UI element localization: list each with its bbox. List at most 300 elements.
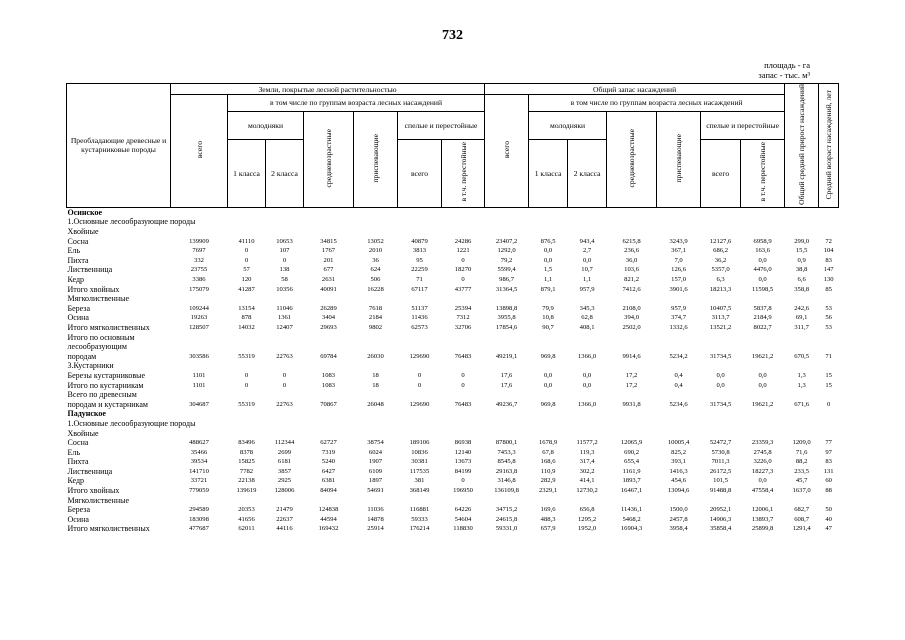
table-cell: 59331,0 — [495, 525, 518, 533]
row-label: породам и кустарникам — [67, 399, 148, 409]
table-cell: 13154 — [238, 304, 255, 312]
table-cell: 2184,9 — [753, 314, 772, 322]
table-row — [67, 265, 839, 275]
table-cell: 302,2 — [579, 467, 595, 475]
area-middle-header: средневозрастные — [304, 111, 354, 207]
table-cell: 0,4 — [674, 381, 683, 389]
table-cell: 1366,0 — [578, 400, 597, 408]
table-cell: 17,6 — [500, 381, 513, 389]
table-cell: 129690 — [409, 400, 430, 408]
row-label: Итого хвойных — [67, 486, 120, 496]
stock-total-header: всего — [485, 95, 529, 208]
table-cell: 682,7 — [794, 506, 810, 514]
table-cell: 12140 — [454, 448, 472, 456]
table-cell: 0,0 — [543, 256, 553, 264]
table-cell: 0,0 — [582, 381, 592, 389]
table-header — [67, 84, 839, 208]
table-cell: 6427 — [321, 467, 336, 475]
table-cell: 5468,2 — [622, 515, 641, 523]
table-cell: 18270 — [454, 266, 472, 274]
table-cell: 40 — [825, 515, 832, 523]
table-cell: 32706 — [454, 323, 472, 331]
table-cell: 779059 — [189, 487, 209, 495]
table-cell: 332 — [194, 256, 204, 264]
table-row — [67, 371, 839, 381]
stock-class2-header: 2 класса — [568, 139, 607, 207]
table-cell: 77 — [825, 439, 832, 447]
table-cell: 6958,9 — [753, 237, 772, 245]
table-cell: 381 — [414, 477, 425, 485]
table-cell: 7618 — [368, 304, 383, 312]
stock-premature-header: приспевающие — [657, 111, 701, 207]
table-cell: 25394 — [454, 304, 472, 312]
table-cell: 11046 — [276, 304, 293, 312]
table-row — [67, 352, 839, 362]
table-cell: 76483 — [454, 352, 472, 360]
table-cell: 60 — [825, 477, 832, 485]
table-row — [67, 323, 839, 333]
table-cell: 76483 — [454, 400, 472, 408]
table-cell: 0 — [282, 381, 287, 389]
table-cell: 130 — [823, 276, 834, 284]
table-cell: 1161,9 — [622, 467, 641, 475]
table-cell: 1332,6 — [669, 323, 688, 331]
table-cell: 5234,2 — [669, 352, 688, 360]
table-cell: 22637 — [276, 515, 293, 523]
table-body — [67, 207, 839, 534]
table-cell: 1678,9 — [539, 439, 558, 447]
table-row — [67, 237, 839, 247]
table-cell: 57 — [243, 266, 250, 274]
table-cell: 39534 — [190, 458, 208, 466]
table-cell: 26172,5 — [709, 467, 732, 475]
group-row — [67, 496, 839, 506]
table-cell: 71,6 — [795, 448, 808, 456]
table-cell: 163,6 — [755, 247, 771, 255]
table-cell: 6181 — [277, 458, 292, 466]
row-label: Пихта — [67, 255, 89, 265]
table-cell: 655,4 — [624, 458, 639, 466]
table-cell: 86938 — [454, 439, 472, 447]
table-cell: 23359,3 — [751, 439, 774, 447]
table-row — [67, 524, 839, 534]
area-premature-header: приспевающие — [354, 111, 398, 207]
table-cell: 1209,0 — [792, 439, 811, 447]
table-cell: 506 — [370, 276, 381, 284]
growth-header: Общий средний прирост насаждений — [785, 84, 819, 208]
table-cell: 138 — [279, 266, 290, 274]
table-cell: 303586 — [189, 352, 209, 360]
table-cell: 36,0 — [625, 256, 638, 264]
table-cell: 169,6 — [540, 506, 556, 514]
table-cell: 131 — [823, 467, 834, 475]
table-cell: 2925 — [277, 477, 292, 485]
table-cell: 1083 — [321, 371, 336, 379]
table-cell: 0,0 — [543, 381, 553, 389]
table-cell: 16228 — [367, 285, 384, 293]
table-cell: 49219,1 — [495, 352, 518, 360]
stock-by-age-header: в том числе по группам возраста лесных насаждений — [529, 95, 785, 112]
table-cell: 47558,4 — [751, 487, 774, 495]
table-cell: 0 — [417, 371, 422, 379]
table-cell: 5234,6 — [669, 400, 688, 408]
table-cell: 175079 — [189, 285, 209, 293]
table-cell: 22138 — [238, 477, 255, 485]
table-cell: 488627 — [189, 439, 209, 447]
table-cell: 13898,8 — [495, 304, 518, 312]
table-cell: 876,5 — [540, 237, 556, 245]
table-cell: 368149 — [409, 487, 430, 495]
table-cell: 367,1 — [671, 247, 686, 255]
table-cell: 12407 — [276, 323, 293, 331]
table-cell: 986,7 — [499, 276, 514, 284]
row-label: Сосна — [67, 438, 89, 448]
table-cell: 1295,2 — [578, 515, 597, 523]
table-cell: 83496 — [238, 439, 255, 447]
table-cell: 670,5 — [794, 352, 810, 360]
table-cell: 0,0 — [758, 381, 767, 389]
row-label: лесообразующим — [67, 342, 127, 352]
table-cell: 19263 — [190, 314, 208, 322]
table-cell: 3857 — [277, 467, 292, 475]
row-label: Хвойные — [67, 227, 99, 237]
table-cell: 11598,5 — [752, 285, 774, 293]
table-cell: 13052 — [367, 237, 384, 245]
table-cell: 120 — [241, 276, 252, 284]
table-cell: 879,1 — [540, 285, 556, 293]
table-cell: 943,4 — [579, 237, 595, 245]
table-cell: 0,0 — [582, 371, 592, 379]
stock-young-header: молодняки — [529, 111, 607, 139]
table-cell: 7,0 — [674, 256, 683, 264]
table-cell: 690,2 — [624, 448, 639, 456]
table-cell: 0,4 — [674, 371, 683, 379]
table-cell: 294589 — [189, 506, 209, 514]
table-cell: 3955,8 — [497, 314, 516, 322]
table-cell: 0 — [244, 371, 249, 379]
table-cell: 17,6 — [500, 371, 513, 379]
table-cell: 657,9 — [540, 525, 556, 533]
table-cell: 64226 — [454, 506, 472, 514]
table-cell: 3901,6 — [669, 285, 688, 293]
row-label: Итого по основным — [67, 332, 135, 342]
table-cell: 2010 — [368, 247, 383, 255]
table-cell: 101,5 — [713, 477, 728, 485]
table-cell: 109244 — [189, 304, 209, 312]
table-cell: 414,1 — [579, 477, 595, 485]
table-cell: 9802 — [368, 323, 383, 331]
table-cell: 878 — [241, 314, 252, 322]
table-cell: 107 — [279, 247, 290, 255]
table-cell: 3813 — [412, 247, 427, 255]
table-cell: 6,3 — [716, 276, 725, 284]
row-label: Мягколиственные — [67, 294, 130, 304]
statistics-table — [66, 83, 839, 534]
table-cell: 25899,8 — [751, 525, 774, 533]
table-row — [67, 256, 839, 266]
table-cell: 1292,0 — [497, 247, 516, 255]
row-label: Сосна — [67, 236, 89, 246]
table-cell: 24615,8 — [495, 515, 518, 523]
table-cell: 33721 — [190, 477, 208, 485]
table-cell: 12065,9 — [620, 439, 643, 447]
table-cell: 18 — [372, 371, 379, 379]
table-cell: 136109,8 — [494, 487, 519, 495]
table-cell: 821,2 — [624, 276, 639, 284]
table-cell: 15825 — [238, 458, 255, 466]
table-cell: 41656 — [238, 515, 255, 523]
table-cell: 169432 — [318, 525, 339, 533]
table-cell: 15 — [825, 371, 832, 379]
table-cell: 12006,1 — [751, 506, 774, 514]
table-cell: 393,1 — [671, 458, 686, 466]
table-cell: 59333 — [411, 515, 428, 523]
table-cell: 1,1 — [582, 276, 592, 284]
stock-mature-header: спелые и перестойные — [701, 111, 785, 139]
area-class1-header: 1 класса — [228, 139, 266, 207]
table-cell: 62011 — [238, 525, 255, 533]
table-cell: 1101 — [192, 381, 206, 389]
table-cell: 55319 — [238, 352, 255, 360]
table-cell: 3404 — [321, 314, 336, 322]
table-cell: 1221 — [456, 247, 470, 255]
table-cell: 51137 — [411, 304, 428, 312]
section-row — [67, 409, 839, 419]
table-cell: 0 — [826, 400, 831, 408]
table-cell: 54604 — [454, 515, 472, 523]
group-row — [67, 342, 839, 352]
table-cell: 0 — [417, 381, 422, 389]
table-cell: 41110 — [238, 237, 255, 245]
table-cell: 26289 — [320, 304, 337, 312]
table-cell: 47 — [825, 525, 832, 533]
row-label: Ель — [67, 246, 81, 256]
table-cell: 30381 — [411, 458, 428, 466]
area-mature-header: спелые и перестойные — [398, 111, 485, 139]
table-cell: 22763 — [276, 352, 293, 360]
table-cell: 18 — [372, 381, 379, 389]
table-cell: 957,9 — [579, 285, 595, 293]
table-cell: 394,0 — [624, 314, 639, 322]
table-cell: 317,4 — [579, 458, 595, 466]
table-cell: 12127,6 — [709, 237, 732, 245]
table-cell: 31364,5 — [495, 285, 518, 293]
table-cell: 2699 — [277, 448, 292, 456]
table-cell: 36 — [372, 256, 379, 264]
table-cell: 10407,5 — [709, 304, 732, 312]
table-cell: 34715,2 — [495, 506, 518, 514]
table-cell: 1,3 — [797, 381, 806, 389]
row-label: Итого по кустарникам — [67, 380, 144, 390]
row-label: Осинское — [67, 207, 103, 217]
row-label: Осина — [67, 313, 89, 323]
table-cell: 62,8 — [581, 314, 593, 322]
table-cell: 9914,6 — [622, 352, 641, 360]
table-cell: 2457,8 — [669, 515, 688, 523]
table-row — [67, 448, 839, 458]
units-area: площадь - га — [764, 60, 810, 70]
table-cell: 408,1 — [579, 323, 595, 331]
group-row — [67, 294, 839, 304]
table-cell: 90,7 — [542, 323, 554, 331]
table-cell: 488,3 — [540, 515, 556, 523]
table-cell: 34815 — [320, 237, 337, 245]
table-cell: 50 — [825, 506, 832, 514]
table-cell: 11036 — [367, 506, 384, 514]
table-cell: 85 — [825, 285, 832, 293]
table-cell: 13673 — [454, 458, 472, 466]
table-cell: 7319 — [321, 448, 336, 456]
stock-mature-total-header: всего — [701, 139, 741, 207]
table-cell: 58 — [281, 276, 288, 284]
avg-age-header: Средний возраст насаждений, лет — [819, 84, 839, 208]
area-group-header: Земли, покрытые лесной растительностью — [171, 84, 485, 95]
row-label: Березы кустарниковые — [67, 370, 146, 380]
table-cell: 12730,2 — [576, 487, 598, 495]
group-row — [67, 429, 839, 439]
table-cell: 119,3 — [579, 448, 595, 456]
table-cell: 88 — [825, 487, 832, 495]
stock-middle-header: средневозрастные — [607, 111, 657, 207]
table-cell: 44116 — [276, 525, 293, 533]
table-cell: 19621,2 — [751, 352, 774, 360]
table-cell: 176214 — [409, 525, 430, 533]
row-label: Осина — [67, 514, 89, 524]
row-label: 3.Кустарники — [67, 361, 114, 371]
table-cell: 656,8 — [579, 506, 595, 514]
table-cell: 53 — [825, 323, 832, 331]
area-class2-header: 2 класса — [266, 139, 304, 207]
table-cell: 1291,4 — [792, 525, 811, 533]
area-total-header: всего — [171, 95, 228, 208]
table-cell: 2184 — [368, 314, 383, 322]
table-cell: 608,7 — [794, 515, 810, 523]
table-cell: 3113,7 — [711, 314, 730, 322]
table-cell: 69,1 — [795, 314, 808, 322]
table-cell: 16904,3 — [620, 525, 643, 533]
table-cell: 1,1 — [543, 276, 553, 284]
table-cell: 17,2 — [625, 381, 638, 389]
table-cell: 168,6 — [540, 458, 556, 466]
table-cell: 358,8 — [794, 285, 810, 293]
table-cell: 3958,4 — [669, 525, 688, 533]
table-cell: 2631 — [321, 276, 336, 284]
table-cell: 0 — [461, 371, 465, 379]
table-cell: 299,0 — [794, 237, 810, 245]
table-cell: 71 — [416, 276, 423, 284]
table-cell: 31734,5 — [709, 352, 732, 360]
table-cell: 1,5 — [543, 266, 553, 274]
table-cell: 311,7 — [794, 323, 809, 331]
table-cell: 84199 — [454, 467, 472, 475]
table-cell: 139909 — [189, 237, 209, 245]
table-cell: 22259 — [411, 266, 428, 274]
units-stock: запас - тыс. м³ — [758, 70, 810, 80]
table-cell: 0,0 — [716, 371, 725, 379]
table-cell: 0 — [282, 371, 287, 379]
table-cell: 2108,0 — [622, 304, 641, 312]
table-cell: 13893,7 — [751, 515, 774, 523]
row-label: породам — [67, 351, 97, 361]
table-cell: 1361 — [277, 314, 292, 322]
table-cell: 0 — [461, 276, 465, 284]
table-cell: 6109 — [368, 467, 383, 475]
table-cell: 1897 — [368, 477, 383, 485]
table-row — [67, 505, 839, 515]
table-cell: 1083 — [321, 381, 336, 389]
table-cell: 11436 — [411, 314, 428, 322]
table-cell: 1366,0 — [578, 352, 597, 360]
table-row — [67, 246, 839, 256]
table-row — [67, 467, 839, 477]
table-cell: 72 — [825, 237, 832, 245]
row-label: Итого мягколиственных — [67, 524, 150, 534]
table-cell: 22763 — [276, 400, 293, 408]
group-row — [67, 390, 839, 400]
table-cell: 10653 — [276, 237, 293, 245]
table-cell: 117535 — [409, 467, 430, 475]
table-cell: 282,9 — [540, 477, 556, 485]
table-cell: 0,0 — [582, 256, 592, 264]
table-cell: 128006 — [274, 487, 295, 495]
table-cell: 183098 — [189, 515, 209, 523]
table-cell: 1907 — [368, 458, 383, 466]
row-label: Итого мягколиственных — [67, 322, 150, 332]
row-label: Мягколиственные — [67, 495, 130, 505]
group-row — [67, 227, 839, 237]
table-cell: 477687 — [189, 525, 209, 533]
table-cell: 0 — [244, 256, 249, 264]
table-cell: 17,2 — [625, 371, 638, 379]
table-cell: 62727 — [320, 439, 337, 447]
table-cell: 1,3 — [797, 371, 806, 379]
row-label: Хвойные — [67, 428, 99, 438]
table-row — [67, 457, 839, 467]
table-cell: 0,9 — [797, 256, 806, 264]
row-label: Кедр — [67, 476, 85, 486]
table-cell: 124838 — [318, 506, 339, 514]
table-cell: 0 — [244, 381, 249, 389]
table-cell: 5730,8 — [711, 448, 730, 456]
table-cell: 23755 — [190, 266, 208, 274]
table-cell: 1500,0 — [669, 506, 688, 514]
area-mature-total-header: всего — [398, 139, 442, 207]
section-row — [67, 207, 839, 217]
table-cell: 14032 — [238, 323, 255, 331]
table-cell: 139619 — [236, 487, 257, 495]
table-cell: 95 — [416, 256, 423, 264]
table-cell: 1767 — [321, 247, 336, 255]
table-cell: 17854,6 — [495, 323, 518, 331]
table-cell: 304687 — [189, 400, 209, 408]
table-cell: 35466 — [190, 448, 208, 456]
table-cell: 10356 — [276, 285, 293, 293]
table-cell: 7453,3 — [497, 448, 516, 456]
table-row — [67, 304, 839, 314]
table-cell: 84094 — [320, 487, 337, 495]
table-cell: 41287 — [238, 285, 255, 293]
table-cell: 129690 — [409, 352, 430, 360]
table-cell: 43777 — [454, 285, 472, 293]
group-row — [67, 419, 839, 429]
table-cell: 16467,1 — [620, 487, 643, 495]
table-cell: 6215,8 — [622, 237, 641, 245]
table-cell: 83 — [825, 256, 832, 264]
table-cell: 157,0 — [671, 276, 686, 284]
table-cell: 83 — [825, 458, 832, 466]
table-cell: 29693 — [320, 323, 337, 331]
table-cell: 6,6 — [797, 276, 806, 284]
